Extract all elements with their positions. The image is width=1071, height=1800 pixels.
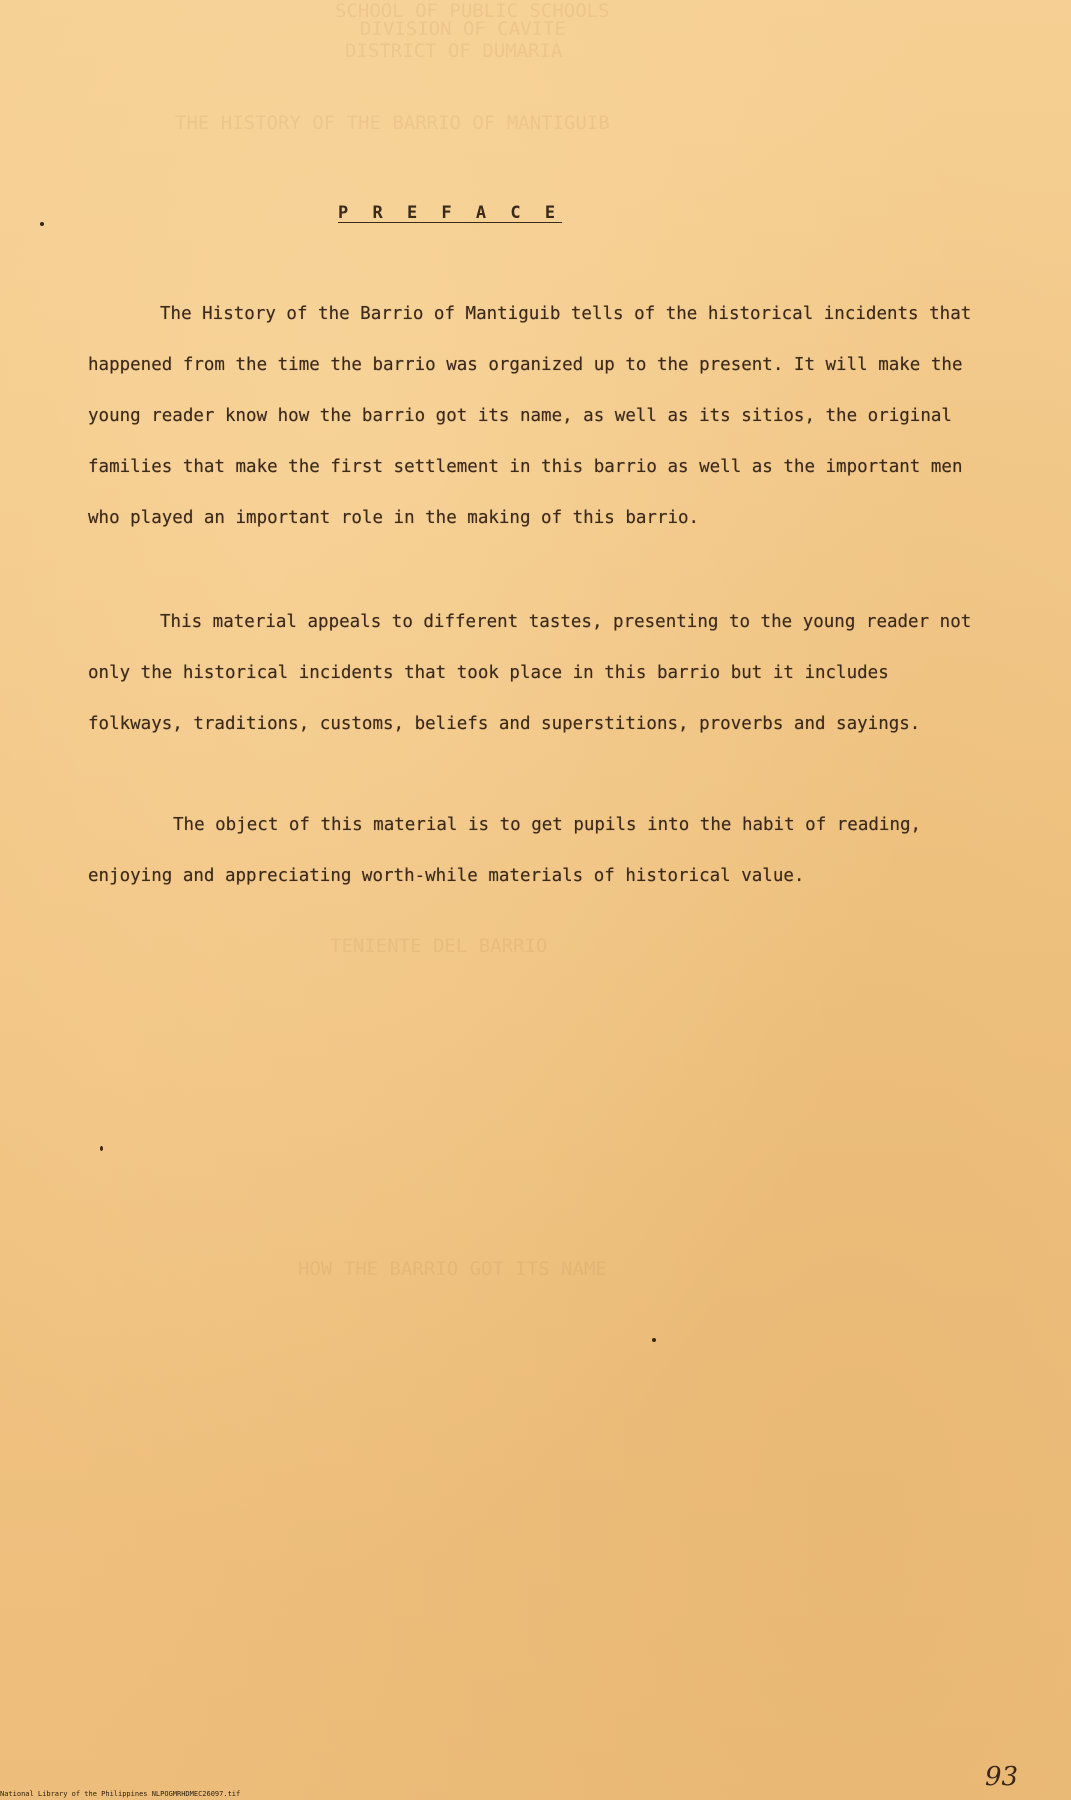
source-footer: National Library of the Philippines NLPOGMRHDMEC26097.tif — [0, 1790, 241, 1798]
paragraph-history — [88, 289, 988, 544]
ghost-line: DIVISION OF CAVITE — [360, 18, 566, 40]
paragraph-text: The History of the Barrio of Mantiguib tells of the historical incidents that happened from the time the barrio was organized up to the present. It will make the young reader know how the barrio got its name, as well as its sitios, the original families that make the first settlement in this barrio as well as the important men who played an important role in the making of this barrio. — [88, 304, 972, 528]
ghost-line: HOW THE BARRIO GOT ITS NAME — [298, 1258, 607, 1280]
paragraph-text: The object of this material is to get pupils into the habit of reading, enjoying and appreciating worth-while materials of historical value. — [88, 815, 922, 886]
ink-speck — [652, 1338, 656, 1342]
ink-speck — [100, 1146, 103, 1151]
ghost-line: SCHOOL OF PUBLIC SCHOOLS — [335, 0, 610, 22]
ghost-line: THE HISTORY OF THE BARRIO OF MANTIGUIB — [175, 112, 610, 134]
ink-speck — [40, 222, 44, 226]
preface-title: P R E F A C E — [338, 203, 563, 223]
paragraph-object — [88, 800, 988, 902]
paragraph-text: This material appeals to different tastes, presenting to the young reader not only the historical incidents that took place in this barrio but it includes folkways, traditions, customs, beliefs and superstitions, proverbs and sayings. — [88, 612, 972, 734]
ghost-line: DISTRICT OF DUMARIA — [345, 40, 563, 62]
paragraph-material — [88, 597, 988, 750]
ghost-line: TENIENTE DEL BARRIO — [330, 935, 548, 957]
page-number: 93 — [985, 1762, 1019, 1792]
